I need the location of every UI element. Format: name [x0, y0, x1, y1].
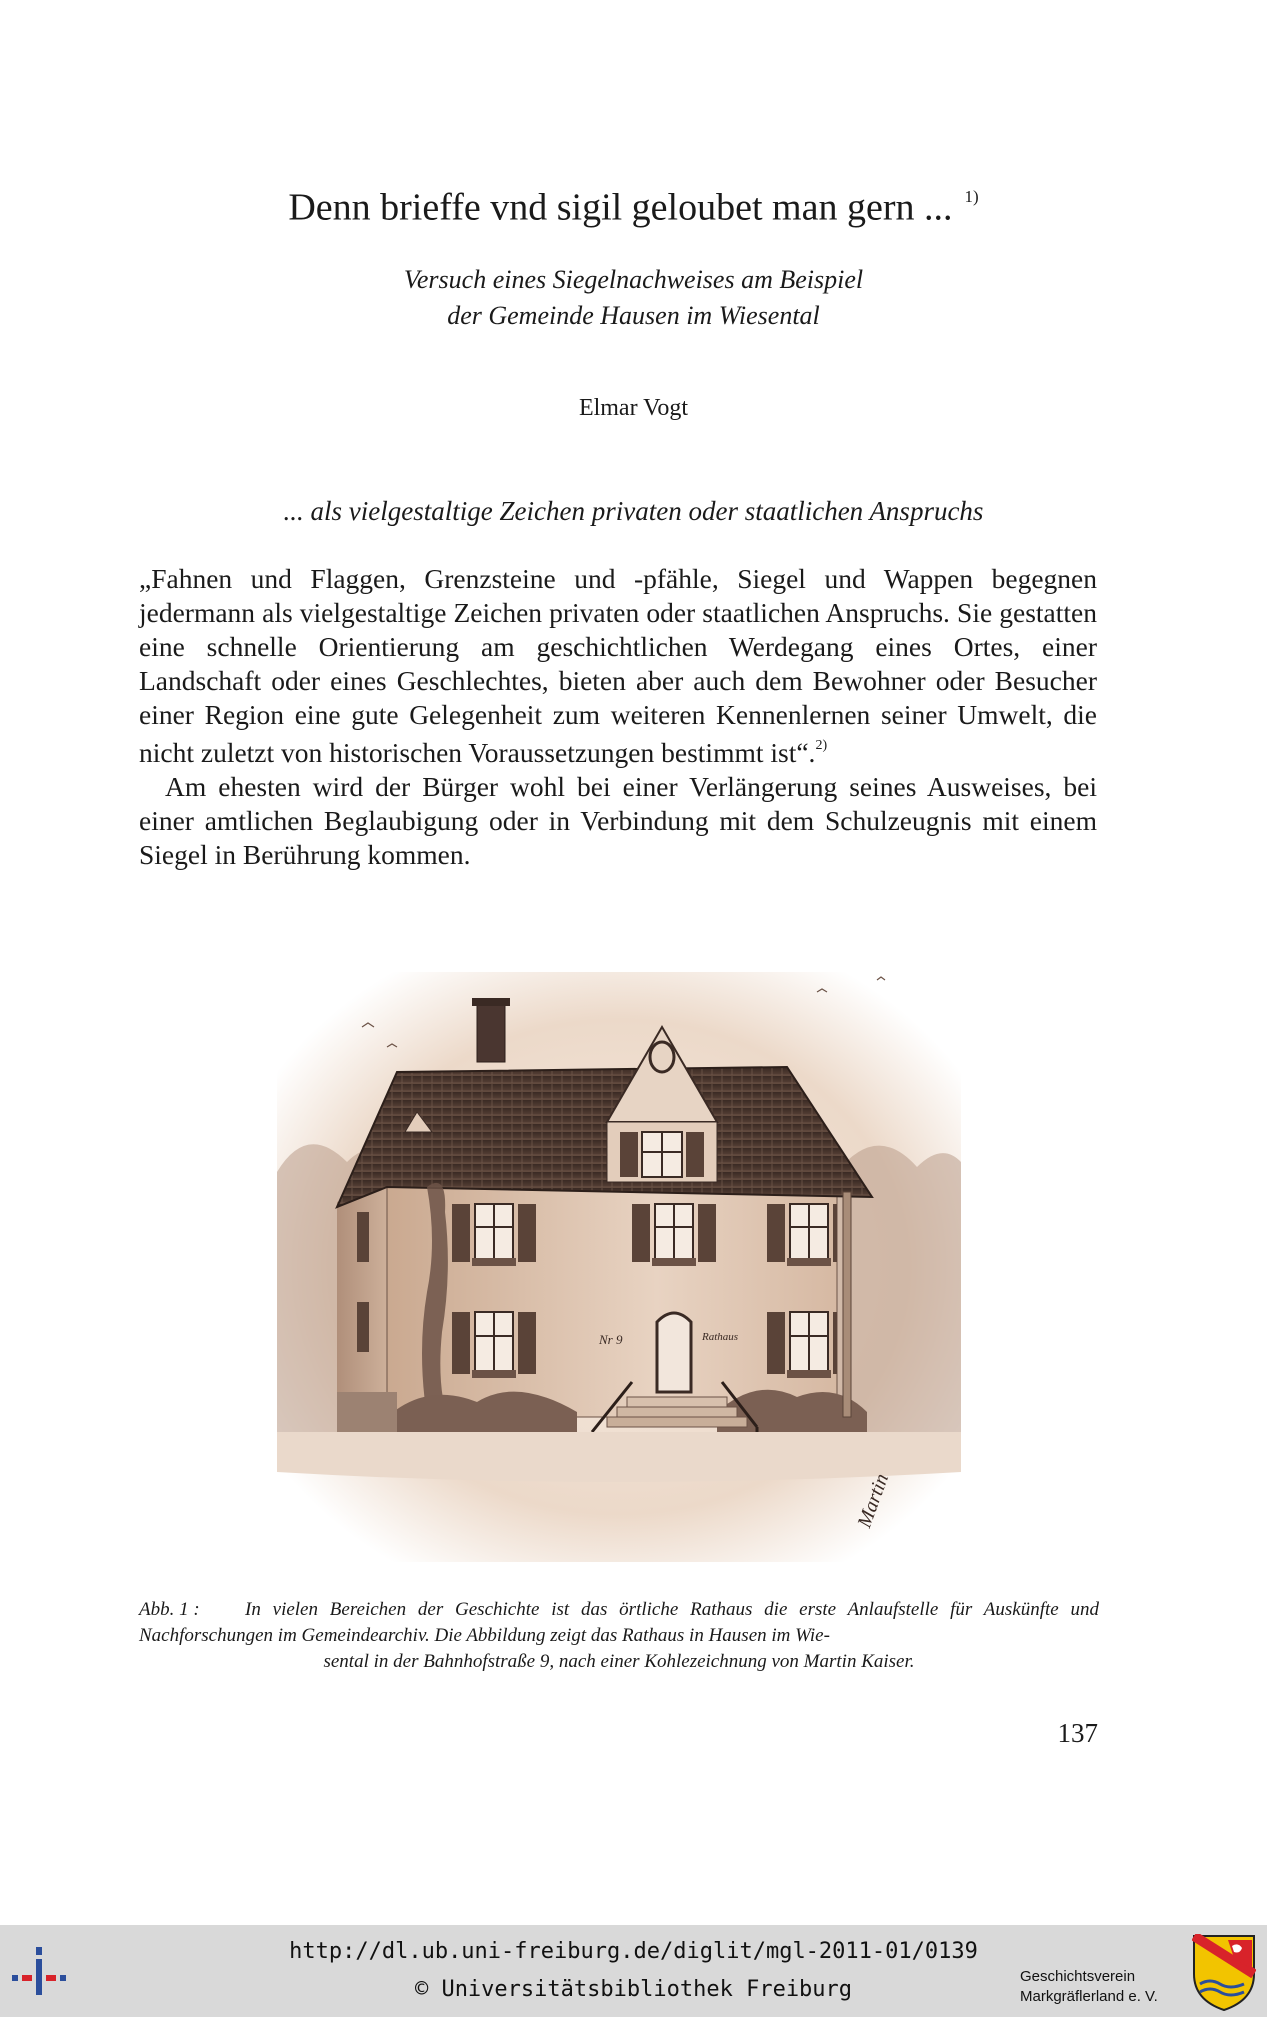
author-name: Elmar Vogt: [578, 395, 689, 421]
town-hall-drawing: [277, 972, 961, 1562]
house-roof: [337, 1067, 872, 1207]
paragraph-2: Am ehesten wird der Bürger wohl bei einer Verlängerung seines Ausweises, bei einer amtlichen Beglaubigung oder in Verbindung mit dem Schulzeugnis mit einem Siegel in Berührung kommen.: [139, 771, 1097, 871]
town-hall-illustration: [277, 972, 961, 1562]
town-hall-sign: Rathaus: [702, 1331, 739, 1343]
article-title: [0, 178, 1267, 231]
permalink-url[interactable]: http://dl.ub.uni-freiburg.de/diglit/mgl-2011-01/0139: [289, 1939, 978, 1964]
caption-text: In vielen Bereichen der Geschichte ist das örtliche Rathaus die erste Anlaufstelle für Auskünfte und Nachforschungen im Gemeindearchiv. Die Abbildung zeigt das Rathaus in Hausen im Wie-: [139, 1599, 1099, 1646]
page-number: 137: [1057, 1718, 1098, 1748]
society-line-2: Markgräflerland e. V.: [1020, 1988, 1158, 2005]
section-heading: ... als vielgestaltige Zeichen privaten oder staatlichen Anspruchs: [283, 496, 984, 526]
house-number: Nr 9: [599, 1332, 623, 1347]
downpipe: [843, 1192, 851, 1417]
caption-last-line: sental in der Bahnhofstraße 9, nach einer Kohlezeichnung von Martin Kaiser.: [323, 1651, 915, 1672]
ground: [277, 1432, 961, 1482]
artist-signature: Martin: [853, 1470, 894, 1531]
entrance-door: [657, 1313, 691, 1392]
title-footnote-marker[interactable]: 1): [964, 187, 979, 206]
paragraph-quote: [139, 562, 1097, 770]
society-name: [1020, 1967, 1200, 2007]
society-crest-icon[interactable]: [1192, 1934, 1256, 2012]
caption-label: Abb. 1 :: [139, 1599, 200, 1620]
footnote-2-marker[interactable]: 2): [815, 738, 828, 753]
society-line-1: Geschichtsverein: [1020, 1968, 1136, 1985]
figure-caption: [139, 1597, 1099, 1675]
article-title-text: Denn brieffe vnd sigil geloubet man gern ...: [288, 186, 953, 229]
article-body: [139, 562, 1097, 872]
chimney-cap: [472, 998, 510, 1006]
article-subtitle: [0, 262, 1267, 334]
dormer-shutter-right: [686, 1132, 704, 1177]
dormer-shutter-left: [620, 1132, 638, 1177]
subtitle-line-2: der Gemeinde Hausen im Wiesental: [447, 301, 820, 330]
stone-base: [337, 1392, 397, 1432]
copyright-notice: © Universitätsbibliothek Freiburg: [414, 1977, 853, 2002]
chimney: [477, 1002, 505, 1062]
paragraph-1-text: „Fahnen und Flaggen, Grenzsteine und -pfähle, Siegel und Wappen begegnen jedermann als vielgestaltige Zeichen privaten oder staatlichen Anspruchs. Sie gestatten eine schnelle Orientierung am geschichtlichen Werdegang eines Ortes, einer Landschaft oder eines Geschlechtes, bieten aber auch dem Bewohner oder Besucher einer Region eine gute Gelegenheit zum weiteren Kennenlernen seiner Umwelt, die nicht zuletzt von historischen Voraussetzungen bestimmt ist“.: [139, 563, 1097, 769]
library-footer: [0, 1925, 1267, 2017]
subtitle-line-1: Versuch eines Siegelnachweises am Beispiel: [403, 265, 864, 294]
